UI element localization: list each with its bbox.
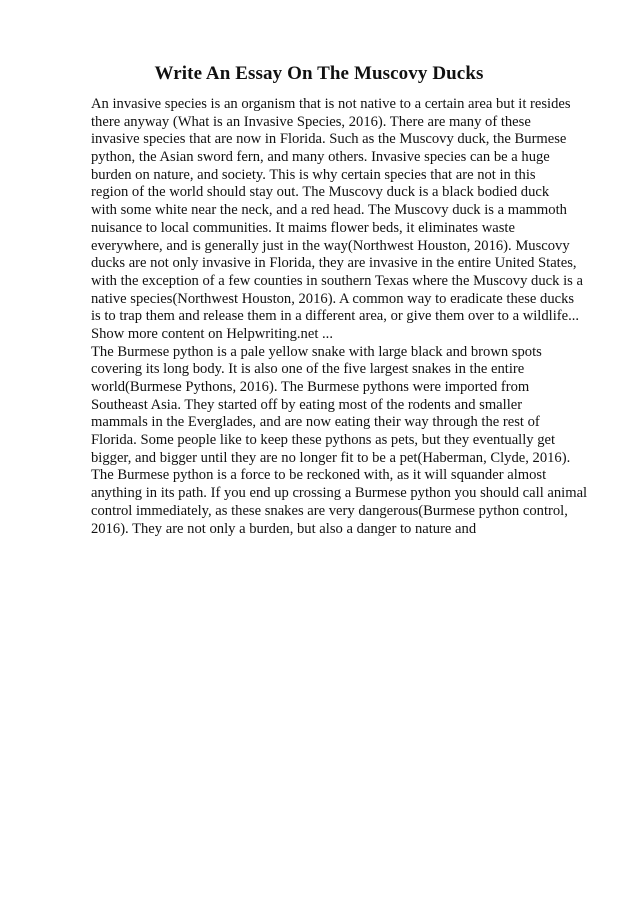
text-line: is to trap them and release them in a different area, or give them over to a wildlife... — [91, 308, 580, 325]
text-line: mammals in the Everglades, and are now eating their way through the rest of — [91, 414, 540, 431]
text-line: Southeast Asia. They started off by eating most of the rodents and smaller — [91, 396, 523, 413]
text-line: An invasive species is an organism that is not native to a certain area but it resides — [91, 96, 571, 112]
text-line: invasive species that are now in Florida. Such as the Muscovy duck, the Burmese — [91, 131, 567, 148]
text-line: The Burmese python is a force to be reckoned with, as it will squander almost — [91, 467, 547, 484]
text-line: native species(Northwest Houston, 2016). A common way to eradicate these ducks — [91, 290, 575, 307]
text-line: bigger, and bigger until they are no longer fit to be a pet(Haberman, Clyde, 2016). — [91, 449, 571, 466]
text-line: burden on nature, and society. This is why certain species that are not in this — [91, 166, 536, 183]
show-more-link[interactable]: Show more content on Helpwriting.net ... — [91, 325, 333, 342]
document-title: Write An Essay On The Muscovy Ducks — [154, 63, 484, 84]
text-line: covering its long body. It is also one of the five largest snakes in the entire — [91, 361, 525, 378]
text-line: ducks are not only invasive in Florida, they are invasive in the entire United States, — [91, 255, 577, 272]
text-line: nuisance to local communities. It maims flower beds, it eliminates waste — [91, 219, 515, 236]
text-line: everywhere, and is generally just in the way(Northwest Houston, 2016). Muscovy — [91, 237, 570, 254]
text-line: 2016). They are not only a burden, but also a danger to nature and — [91, 520, 477, 537]
text-line: python, the Asian sword fern, and many others. Invasive species can be a huge — [91, 149, 550, 166]
document-body — [91, 96, 601, 538]
text-line: with some white near the neck, and a red head. The Muscovy duck is a mammoth — [91, 202, 567, 219]
text-line: control immediately, as these snakes are very dangerous(Burmese python control, — [91, 502, 568, 519]
text-line: world(Burmese Pythons, 2016). The Burmese pythons were imported from — [91, 379, 530, 395]
text-line: The Burmese python is a pale yellow snake with large black and brown spots — [91, 343, 542, 360]
text-line: Florida. Some people like to keep these pythons as pets, but they eventually get — [91, 432, 556, 449]
text-line: there anyway (What is an Invasive Species, 2016). There are many of these — [91, 113, 531, 130]
text-line: region of the world should stay out. The Muscovy duck is a black bodied duck — [91, 184, 550, 201]
text-line: anything in its path. If you end up crossing a Burmese python you should call animal — [91, 485, 588, 502]
text-line: with the exception of a few counties in southern Texas where the Muscovy duck is a — [91, 272, 583, 289]
